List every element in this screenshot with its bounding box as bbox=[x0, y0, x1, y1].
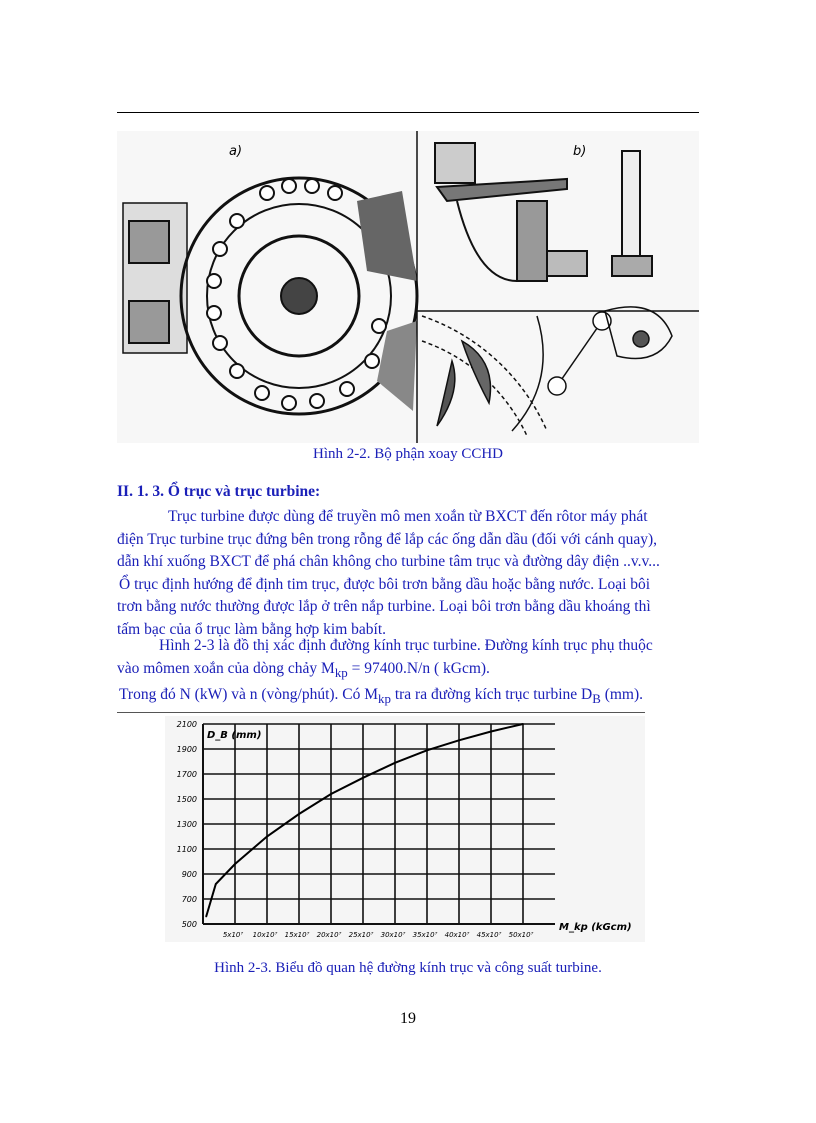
para1-line-3: dẫn khí xuống BXCT để phá chân không cho turbine tâm trục và đường dây điện ..v.v... bbox=[117, 553, 660, 571]
series-point bbox=[234, 863, 236, 865]
guide-vane-mechanism-figure bbox=[117, 131, 699, 443]
y-axis-label: D_B (mm) bbox=[207, 730, 262, 741]
series-point bbox=[330, 793, 332, 795]
x-tick-label: 50x10⁷ bbox=[508, 931, 534, 939]
para2-line-3-sub2: B bbox=[592, 691, 601, 707]
para1-line-5: trơn bằng nước thường được lắp ở trên nắp turbine. Loại bôi trơn bằng dầu khoáng thì bbox=[117, 598, 651, 616]
para2-line-1: Hình 2-3 là đồ thị xác định đường kính trục turbine. Đường kính trục phụ thuộc bbox=[159, 637, 653, 654]
para2-line-2-post: = 97400.N/n ( kGcm). bbox=[347, 659, 490, 677]
x-tick-label: 20x10⁷ bbox=[316, 931, 342, 939]
series-point bbox=[426, 749, 428, 751]
series-point bbox=[362, 777, 364, 779]
y-tick-label: 1700 bbox=[176, 770, 197, 779]
para2-line-2 bbox=[117, 658, 699, 685]
para1-line-6: tấm bạc của ổ trục làm bằng hợp kim babít. bbox=[117, 620, 387, 638]
figure1-label-b: b) bbox=[573, 144, 587, 159]
series-point bbox=[522, 723, 524, 725]
y-tick-label: 1300 bbox=[176, 820, 197, 829]
para2-line-3-pre: Trong đó N (kW) và n (vòng/phút). Có M bbox=[119, 686, 379, 704]
series-point bbox=[490, 731, 492, 733]
y-tick-label: 700 bbox=[181, 895, 197, 904]
x-tick-label: 15x10⁷ bbox=[284, 931, 310, 939]
x-tick-label: 25x10⁷ bbox=[348, 931, 374, 939]
para2-line-3-mid: tra ra đường kích trục turbine D bbox=[390, 686, 593, 704]
series-point bbox=[205, 916, 207, 918]
x-tick-label: 30x10⁷ bbox=[380, 931, 406, 939]
x-axis-label: M_kp (kGcm) bbox=[559, 922, 632, 933]
paragraph-diameter bbox=[117, 635, 699, 711]
x-tick-label: 10x10⁷ bbox=[252, 931, 278, 939]
series-point bbox=[266, 836, 268, 838]
y-tick-label: 900 bbox=[181, 870, 197, 879]
para2-line-3-post: (mm). bbox=[600, 686, 643, 704]
series-point bbox=[394, 762, 396, 764]
section-heading: II. 1. 3. Ổ trục và trục turbine: bbox=[117, 483, 321, 500]
page-number: 19 bbox=[400, 1010, 416, 1027]
y-tick-label: 500 bbox=[181, 920, 197, 929]
shaft-diameter-chart bbox=[165, 716, 645, 942]
x-tick-label: 5x10⁷ bbox=[222, 931, 244, 939]
paragraph-shaft bbox=[117, 506, 699, 642]
para2-line-3 bbox=[117, 684, 699, 711]
mid-rule bbox=[117, 712, 645, 713]
para2-line-2-sub: kp bbox=[334, 664, 348, 680]
y-tick-label: 2100 bbox=[176, 720, 197, 729]
figure2-caption: Hình 2-3. Biểu đồ quan hệ đường kính trục và công suất turbine. bbox=[214, 960, 602, 976]
x-tick-label: 45x10⁷ bbox=[476, 931, 502, 939]
figure1-label-a: a) bbox=[229, 144, 243, 159]
series-point bbox=[458, 739, 460, 741]
y-tick-label: 1900 bbox=[176, 745, 197, 754]
y-tick-label: 1500 bbox=[176, 795, 197, 804]
top-rule bbox=[117, 112, 699, 113]
x-tick-label: 35x10⁷ bbox=[412, 931, 438, 939]
para2-line-2-pre: vào mômen xoắn của dòng chảy M bbox=[117, 659, 335, 677]
para1-line-1: Trục turbine được dùng để truyền mô men xoắn từ BXCT đến rôtor máy phát bbox=[168, 508, 648, 525]
para1-line-4: Ổ trục định hướng để định tim trục, được bôi trơn bằng dầu hoặc bằng nước. Loại bôi bbox=[119, 575, 651, 593]
y-tick-label: 1100 bbox=[176, 845, 197, 854]
para1-line-2: điện Trục turbine trục đứng bên trong rỗng để lắp các ống dẫn dầu (đối với cánh quay), bbox=[117, 530, 658, 548]
para2-line-3-sub: kp bbox=[378, 691, 391, 707]
series-point bbox=[215, 883, 217, 885]
chart-background bbox=[165, 716, 645, 942]
series-point bbox=[298, 813, 300, 815]
figure1-caption: Hình 2-2. Bộ phận xoay CCHD bbox=[313, 446, 503, 462]
x-tick-label: 40x10⁷ bbox=[444, 931, 470, 939]
